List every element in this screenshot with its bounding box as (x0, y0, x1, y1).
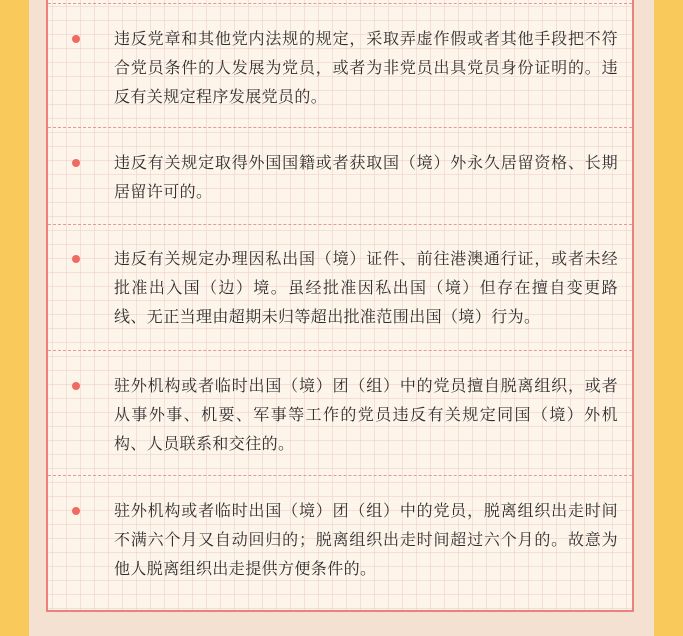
item-divider (48, 475, 632, 476)
item-text: 违反有关规定办理因私出国（境）证件、前往港澳通行证，或者未经批准出入国（边）境。虽经批准因私出国（境）但存在擅自变更路线、无正当理由超期未归等超出批准范围出国（境）行为。 (114, 249, 618, 326)
item-text: 驻外机构或者临时出国（境）团（组）中的党员，脱离组织出走时间不满六个月又自动回归的；脱离组织出走时间超过六个月的。故意为他人脱离组织出走提供方便条件的。 (114, 501, 618, 578)
item-text: 驻外机构或者临时出国（境）团（组）中的党员擅自脱离组织，或者从事外事、机要、军事等工作的党员违反有关规定同国（境）外机构、人员联系和交往的。 (114, 376, 618, 453)
item-text: 违反党章和其他党内法规的规定，采取弄虚作假或者其他手段把不符合党员条件的人发展为党员，或者为非党员出具党员身份证明的。违反有关规定程序发展党员的。 (114, 29, 618, 106)
bullet-icon (72, 507, 80, 515)
content-card (46, 0, 634, 612)
item-divider (48, 127, 632, 128)
bullet-icon (72, 382, 80, 390)
bullet-icon (72, 35, 80, 43)
item-text: 违反有关规定取得外国国籍或者获取国（境）外永久居留资格、长期居留许可的。 (114, 153, 618, 201)
item-divider (48, 224, 632, 225)
bullet-icon (72, 159, 80, 167)
top-divider (48, 3, 632, 4)
bullet-icon (72, 255, 80, 263)
item-divider (48, 350, 632, 351)
page-frame (29, 0, 654, 636)
